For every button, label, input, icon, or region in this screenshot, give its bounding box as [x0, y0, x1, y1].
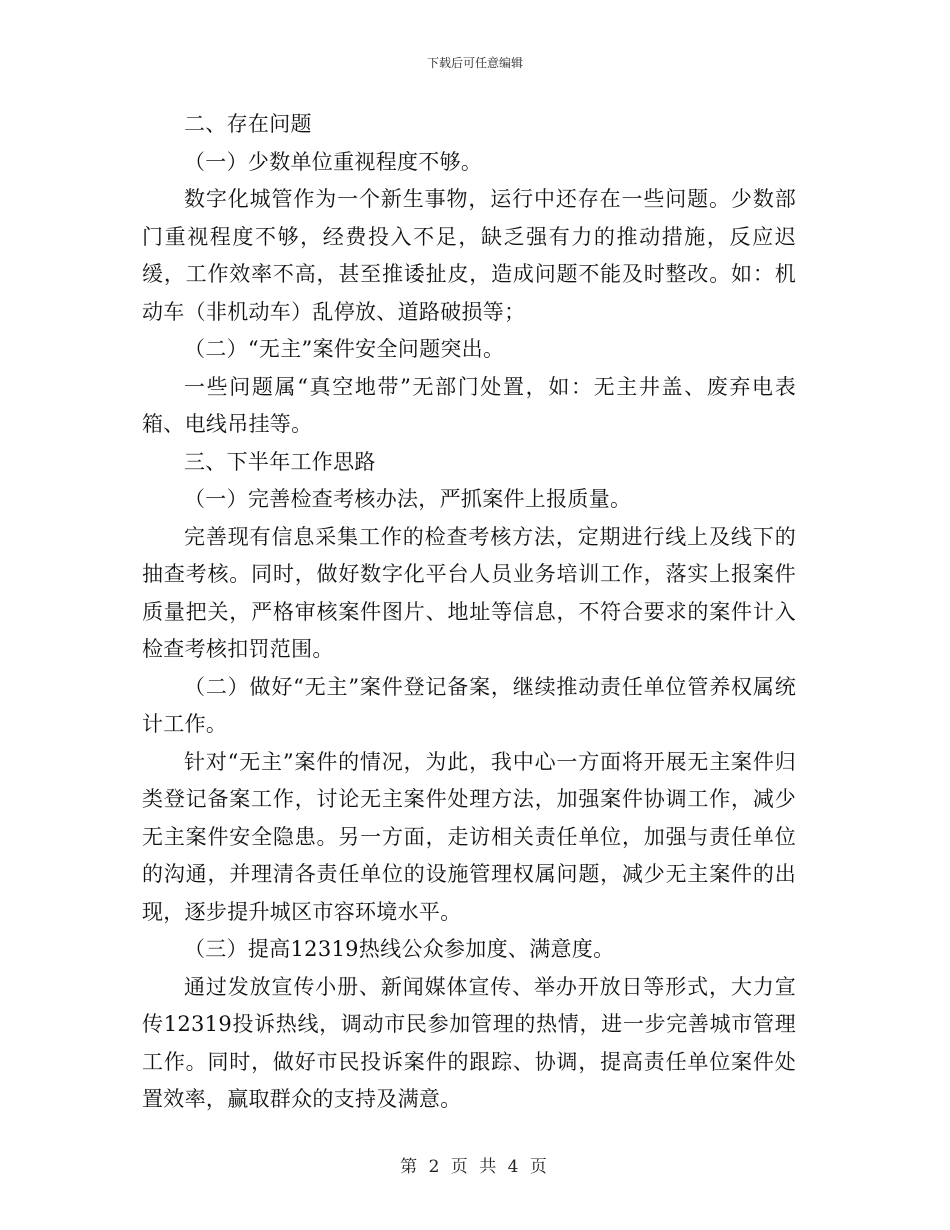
page-footer: 第 2 页 共 4 页	[400, 1157, 550, 1177]
subheading-2: （二）“无主”案件安全问题突出。	[184, 337, 505, 361]
page-header: 下载后可任意编辑	[426, 56, 523, 70]
subheading-3: （一）完善检查考核办法，严抓案件上报质量。	[184, 487, 632, 511]
paragraph-3: 完善现有信息采集工作的检查考核方法，定期进行线上及线下的抽查考核。同时，做好数字化平台人员业务培训工作，落实上报案件质量把关，严格审核案件图片、地址等信息，不符合要求的案件计入检查考核扣罚范围。	[142, 524, 796, 661]
paragraph-2: 一些问题属“真空地带”无部门处置，如：无主井盖、废弃电表箱、电线吊挂等。	[142, 374, 796, 436]
document-body	[142, 106, 796, 1119]
subheading-5: （三）提高12319热线公众参加度、满意度。	[184, 937, 615, 961]
paragraph-5: 通过发放宣传小册、新闻媒体宣传、举办开放日等形式，大力宣传12319投诉热线，调动市民参加管理的热情，进一步完善城市管理工作。同时，做好市民投诉案件的跟踪、协调，提高责任单位案件处置效率，赢取群众的支持及满意。	[142, 974, 796, 1111]
subheading-4: （二）做好“无主”案件登记备案，继续推动责任单位管养权属统计工作。	[142, 674, 796, 736]
section-heading-problems: 二、存在问题	[184, 112, 312, 136]
section-heading-plans: 三、下半年工作思路	[184, 449, 376, 474]
subheading-1: （一）少数单位重视程度不够。	[184, 149, 483, 174]
paragraph-4: 针对“无主”案件的情况，为此，我中心一方面将开展无主案件归类登记备案工作，讨论无主案件处理方法，加强案件协调工作，减少无主案件安全隐患。另一方面，走访相关责任单位，加强与责任单位的沟通，并理清各责任单位的设施管理权属问题，减少无主案件的出现，逐步提升城区市容环境水平。	[142, 749, 796, 924]
paragraph-1: 数字化城管作为一个新生事物，运行中还存在一些问题。少数部门重视程度不够，经费投入不足，缺乏强有力的推动措施，反应迟缓，工作效率不高，甚至推诿扯皮，造成问题不能及时整改。如：机动车（非机动车）乱停放、道路破损等；	[142, 187, 796, 324]
